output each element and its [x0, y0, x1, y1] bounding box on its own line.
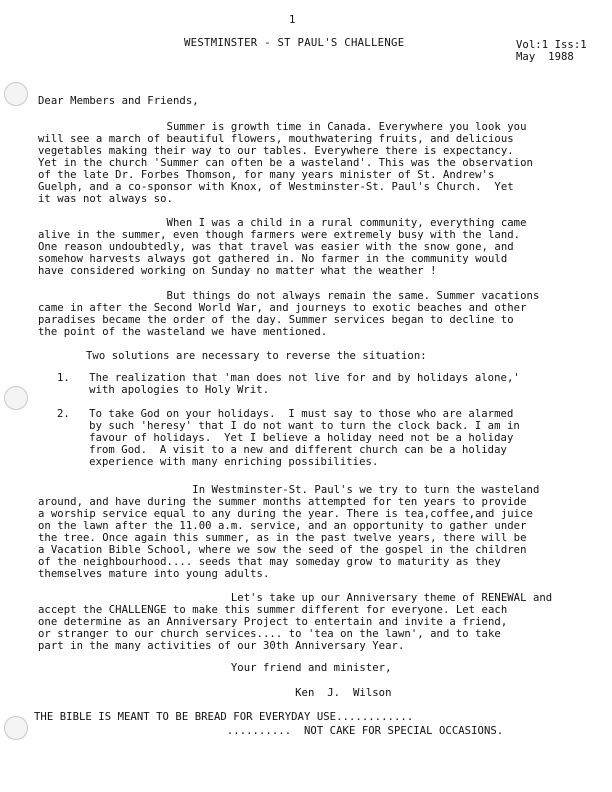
text-line: or stranger to our church services.... to 'tea on the lawn', and to take: [38, 628, 501, 640]
newsletter-title: WESTMINSTER - ST PAUL'S CHALLENGE: [184, 37, 405, 49]
text-line: a Vacation Bible School, where we sow the seed of the gospel in the children: [38, 544, 527, 556]
text-line: themselves mature into young adults.: [38, 568, 270, 580]
text-line: one determine as an Anniversary Project to entertain and invite a friend,: [38, 616, 508, 628]
text-line: somehow harvests always got gathered in. No farmer in the community would: [38, 253, 508, 265]
text-line: on the lawn after the 11.00 a.m. service, and an opportunity to gather under: [38, 520, 527, 532]
text-line: alive in the summer, even though farmers were extremely busy with the land.: [38, 229, 521, 241]
text-line: will see a march of beautiful flowers, mouthwatering fruits, and delicious: [38, 133, 514, 145]
text-line: Let's take up our Anniversary theme of RENEWAL and: [38, 592, 553, 604]
text-line: accept the CHALLENGE to make this summer different for everyone. Let each: [38, 604, 508, 616]
text-line: When I was a child in a rural community, everything came: [38, 217, 527, 229]
text-line: Guelph, and a co-sponsor with Knox, of Westminster-St. Paul's Church. Yet: [38, 181, 514, 193]
text-line: with apologies to Holy Writ.: [57, 384, 270, 396]
text-line: the point of the wasteland we have mentioned.: [38, 326, 328, 338]
text-line: have considered working on Sunday no matter what the weather !: [38, 265, 437, 277]
punch-hole-top: [4, 82, 28, 106]
text-line: 2. To take God on your holidays. I must say to those who are alarmed: [57, 408, 514, 420]
text-line: by such 'heresy' that I do not want to turn the clock back. I am in: [57, 420, 520, 432]
text-line: of the late Dr. Forbes Thomson, for many years minister of St. Andrew's: [38, 169, 495, 181]
punch-hole-middle: [4, 386, 28, 410]
text-line: In Westminster-St. Paul's we try to turn the wasteland: [38, 484, 540, 496]
text-line: around, and have during the summer months attempted for ten years to provide: [38, 496, 527, 508]
footer-motto-line-2: .......... NOT CAKE FOR SPECIAL OCCASIONS.: [34, 725, 504, 737]
footer-motto-line-1: THE BIBLE IS MEANT TO BE BREAD FOR EVERYDAY USE............: [34, 711, 414, 723]
text-line: Yet in the church 'Summer can often be a wasteland'. This was the observation: [38, 157, 533, 169]
text-line: experience with many enriching possibilities.: [57, 456, 379, 468]
text-line: Summer is growth time in Canada. Everywhere you look you: [38, 121, 527, 133]
text-line: One reason undoubtedly, was that travel was easier with the snow gone, and: [38, 241, 514, 253]
punch-hole-bottom: [4, 716, 28, 740]
text-line: it was not always so.: [38, 193, 173, 205]
signature: Ken J. Wilson: [38, 687, 392, 699]
text-line: 1. The realization that 'man does not live for and by holidays alone,': [57, 372, 520, 384]
text-line: paradises became the order of the day. Summer services began to decline to: [38, 314, 514, 326]
text-line: a worship service equal to any during the year. There is tea,coffee,and juice: [38, 508, 533, 520]
text-line: vegetables making their way to our tables. Everywhere there is expectancy.: [38, 145, 514, 157]
text-line: of the neighbourhood.... seeds that may someday grow to maturity as they: [38, 556, 501, 568]
issue-date: May 1988: [516, 51, 574, 63]
text-line: the tree. Once again this summer, as in the past twelve years, there will be: [38, 532, 527, 544]
solutions-intro: Two solutions are necessary to reverse the situation:: [86, 350, 427, 362]
salutation: Dear Members and Friends,: [38, 95, 199, 107]
closing-line: Your friend and minister,: [38, 662, 392, 674]
text-line: from God. A visit to a new and different church can be a holiday: [57, 444, 507, 456]
text-line: came in after the Second World War, and journeys to exotic beaches and other: [38, 302, 527, 314]
text-line: part in the many activities of our 30th Anniversary Year.: [38, 640, 405, 652]
page-number: 1: [289, 14, 296, 26]
text-line: favour of holidays. Yet I believe a holiday need not be a holiday: [57, 432, 514, 444]
text-line: But things do not always remain the same. Summer vacations: [38, 290, 540, 302]
issue-volume: Vol:1 Iss:1: [516, 39, 587, 51]
